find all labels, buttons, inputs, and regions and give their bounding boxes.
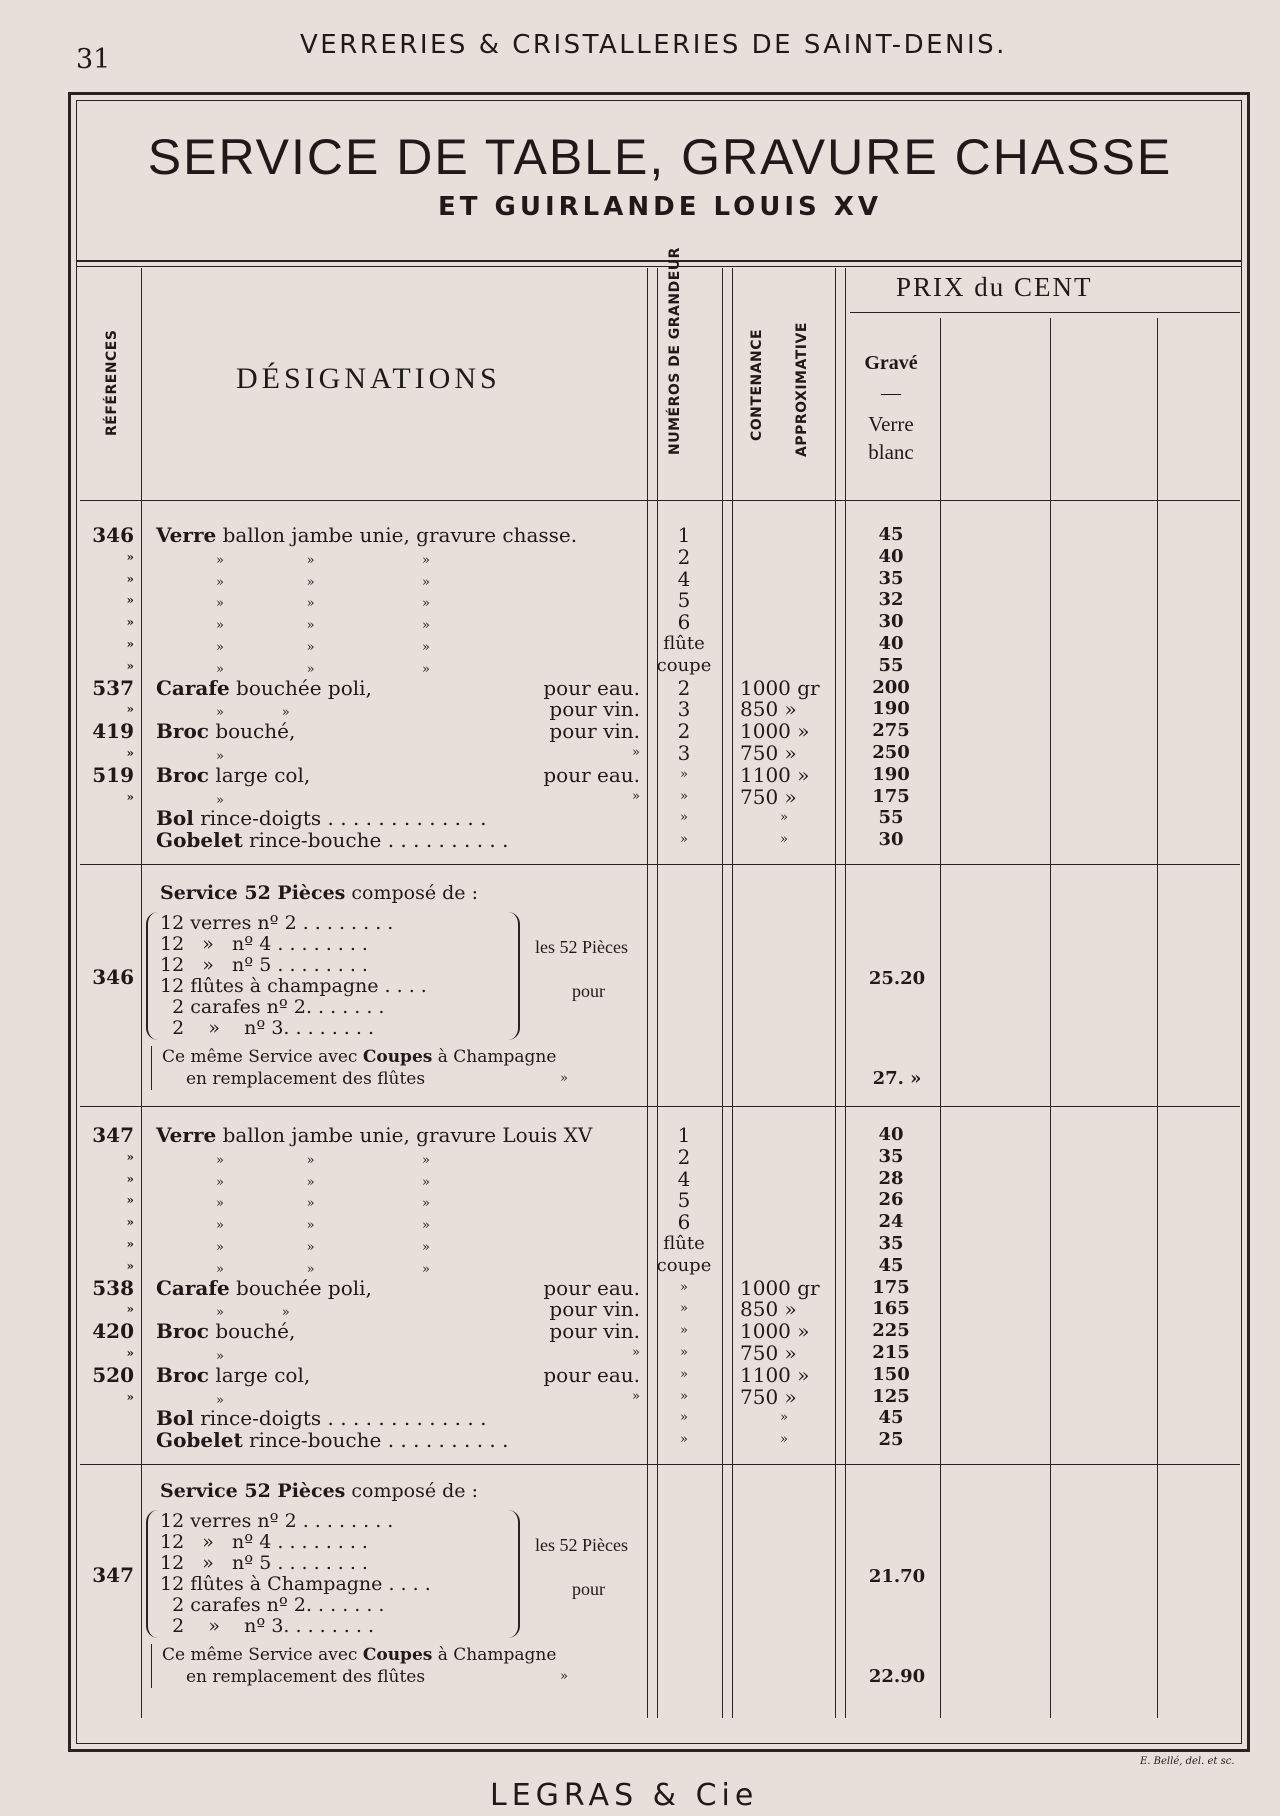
row-size-number: 5 [677, 1188, 691, 1213]
row-usage: » [632, 788, 640, 804]
header-approximative: APPROXIMATIVE [794, 322, 810, 457]
row-usage: pour vin. [549, 697, 640, 722]
service-alt-ditto: » [560, 1071, 568, 1086]
ditto-marks: » » » [216, 640, 430, 655]
header-blanc: blanc [868, 440, 914, 464]
row-reference: » [126, 789, 134, 804]
alt-champagne: à Champagne [432, 1047, 557, 1067]
item-description: large col, [208, 762, 311, 787]
service-item: 12 verres nº 2 . . . . . . . . [160, 912, 394, 934]
row-price: 175 [872, 785, 910, 807]
header-contenance: CONTENANCE [749, 328, 765, 441]
row-reference: 537 [92, 675, 134, 700]
row-size-number: 2 [677, 544, 691, 569]
row-price: 55 [878, 807, 904, 829]
item-name: Broc [156, 1362, 209, 1387]
row-capacity: 1000 » [740, 1319, 810, 1344]
row-price: 35 [878, 1145, 904, 1167]
row-reference: » [126, 702, 134, 717]
left-brace [146, 1510, 158, 1638]
service-item: 2 » nº 3. . . . . . . . [160, 1615, 375, 1637]
row-designation [156, 1168, 430, 1190]
row-reference: » [126, 1193, 134, 1208]
row-size-number: 6 [677, 1210, 691, 1235]
row-designation [156, 677, 372, 699]
row-designation [156, 1211, 430, 1233]
row-price: 150 [872, 1363, 910, 1385]
row-designation [156, 1233, 430, 1255]
alt-text: Ce même Service avec [162, 1645, 363, 1665]
row-designation [156, 1342, 224, 1364]
left-brace [146, 912, 158, 1040]
row-price: 215 [872, 1342, 910, 1363]
row-designation [156, 1386, 224, 1408]
row-price: 40 [878, 633, 904, 654]
row-reference [70, 1407, 134, 1429]
ditto-marks: » » » [216, 574, 430, 590]
item-description: bouchée poli, [229, 1275, 372, 1300]
row-capacity: 1000 gr [740, 675, 820, 700]
alt-coupes: Coupes [362, 1047, 433, 1067]
ditto-marks: » » » [216, 1196, 430, 1212]
service-alt-ditto: » [560, 1669, 568, 1684]
row-price: 45 [878, 1254, 904, 1276]
row-price: 35 [878, 1233, 904, 1254]
row-reference: 420 [92, 1319, 134, 1344]
item-description: rince-bouche . . . . . . . . . . [242, 1428, 509, 1453]
row-designation [156, 611, 430, 633]
row-price: 26 [878, 1189, 904, 1211]
row-size-number: 2 [677, 675, 691, 700]
item-description: bouché, [208, 719, 296, 744]
row-capacity: 850 » [740, 1297, 797, 1322]
row-size-number: » [680, 1279, 688, 1295]
right-brace [508, 912, 520, 1040]
row-size-number: » [680, 788, 688, 804]
row-reference [70, 1429, 134, 1451]
row-usage: » [632, 1388, 640, 1404]
row-reference [70, 829, 134, 851]
right-brace [508, 1510, 520, 1638]
row-size-number: 1 [677, 1123, 691, 1147]
row-price: 175 [872, 1276, 910, 1298]
row-reference: » [126, 1258, 134, 1273]
service-item: 12 » nº 5 . . . . . . . . [160, 1552, 368, 1574]
row-size-number: » [680, 1323, 688, 1339]
header-verre: Verre [868, 412, 914, 436]
row-capacity: 1000 » [740, 719, 810, 744]
row-capacity: 1100 » [740, 1362, 810, 1387]
row-reference: 538 [92, 1275, 134, 1300]
ditto-marks: » [216, 749, 224, 764]
row-designation [156, 742, 224, 764]
row-size-number: » [680, 1410, 688, 1426]
row-price: 225 [872, 1320, 910, 1342]
row-size-number: 4 [677, 566, 691, 591]
row-reference: 520 [92, 1362, 134, 1387]
ditto-marks: » [216, 1392, 224, 1408]
item-description: bouchée poli, [229, 675, 372, 700]
row-reference: » [126, 1237, 134, 1251]
ditto-marks: » » [216, 1305, 290, 1321]
item-name: Bol [156, 1406, 194, 1431]
row-size-number: » [680, 1432, 688, 1448]
item-name: Carafe [156, 1275, 230, 1300]
service-alt-price: 27. » [872, 1068, 922, 1089]
row-reference: » [126, 571, 134, 586]
header-dash: — [881, 382, 901, 404]
row-designation [156, 1124, 592, 1146]
row-size-number: 5 [677, 588, 691, 613]
row-designation [156, 720, 295, 742]
row-usage: pour eau. [543, 762, 640, 787]
service-price: 25.20 [868, 968, 926, 989]
service-pour: pour [572, 1579, 605, 1599]
item-name: Carafe [156, 675, 230, 700]
row-reference: » [126, 593, 134, 608]
service-heading-bold: Service 52 Pièces [160, 882, 346, 904]
service-les-pieces: les 52 Pièces [535, 937, 628, 957]
item-description: ballon jambe unie, gravure Louis XV [216, 1123, 593, 1147]
ditto-marks: » » » [216, 618, 430, 634]
ditto-marks: » » » [216, 1261, 430, 1277]
row-capacity: 1100 » [740, 762, 810, 787]
ditto-marks: » » » [216, 1174, 430, 1190]
item-name: Gobelet [156, 1428, 243, 1453]
row-designation [156, 1189, 430, 1211]
row-price: 32 [878, 589, 904, 611]
row-size-number: 6 [677, 610, 691, 635]
row-designation [156, 546, 430, 568]
row-price: 165 [872, 1298, 910, 1320]
row-designation [156, 1298, 290, 1320]
service-alt-line2: en remplacement des flûtes [186, 1069, 426, 1089]
row-designation [156, 1255, 430, 1277]
row-capacity: 850 » [740, 697, 797, 722]
row-designation [156, 764, 310, 786]
row-reference: » [126, 658, 134, 673]
service-item: 12 flûtes à champagne . . . . [160, 975, 427, 997]
header-designations: DÉSIGNATIONS [236, 362, 501, 395]
item-description: bouché, [208, 1319, 296, 1344]
row-reference: 347 [92, 1123, 134, 1147]
service-reference: 346 [92, 965, 134, 989]
row-designation [156, 1146, 430, 1168]
item-description: rince-bouche . . . . . . . . . . [242, 828, 509, 853]
row-size-number: 1 [677, 523, 691, 547]
service-alt-line2: en remplacement des flûtes [186, 1667, 426, 1687]
row-price: 24 [878, 1211, 904, 1233]
row-reference: » [126, 549, 134, 564]
row-reference: 346 [92, 523, 134, 547]
row-designation [156, 786, 224, 808]
row-size-number: » [680, 1388, 688, 1404]
header-references: RÉFÉRENCES [104, 329, 120, 436]
item-name: Bol [156, 806, 194, 831]
service-heading-rest: composé de : [345, 882, 478, 904]
service-heading [160, 1480, 478, 1502]
row-size-number: » [680, 1301, 688, 1317]
row-size-number: » [680, 810, 688, 826]
row-price: 275 [872, 720, 910, 742]
row-price: 25 [878, 1429, 904, 1451]
page-title: SERVICE DE TABLE, GRAVURE CHASSE [147, 129, 1173, 185]
row-reference: » [126, 1149, 134, 1164]
row-price: 30 [878, 829, 904, 851]
ditto-marks: » » » [216, 1240, 430, 1255]
row-reference: » [126, 637, 134, 651]
footer-publisher: LEGRAS & Cie [490, 1778, 759, 1813]
ditto-marks: » » » [216, 596, 430, 612]
service-reference: 347 [92, 1563, 134, 1587]
service-alternative [162, 1046, 556, 1068]
alt-text: Ce même Service avec [162, 1047, 363, 1067]
row-designation [156, 1407, 486, 1429]
item-description: ballon jambe unie, gravure chasse. [216, 523, 578, 547]
engraver-credit: E. Bellé, del. et sc. [1140, 1756, 1235, 1767]
ditto-marks: » » » [216, 552, 430, 568]
item-name: Verre [156, 1123, 217, 1147]
row-size-number: » [680, 832, 688, 848]
row-usage: pour eau. [543, 1275, 640, 1300]
row-designation [156, 1277, 372, 1299]
service-heading-rest: composé de : [345, 1480, 478, 1502]
row-designation [156, 524, 577, 546]
ditto-marks: » » » [216, 1152, 430, 1168]
row-price: 190 [872, 698, 910, 720]
service-item: 12 » nº 4 . . . . . . . . [160, 1531, 368, 1553]
row-capacity: » [780, 1432, 788, 1448]
alt-coupes: Coupes [362, 1645, 433, 1665]
row-reference: » [126, 1302, 134, 1317]
page-subtitle: ET GUIRLANDE LOUIS XV [437, 192, 882, 222]
service-pour: pour [572, 981, 605, 1001]
service-item: 12 verres nº 2 . . . . . . . . [160, 1510, 394, 1532]
row-designation [156, 829, 508, 851]
row-reference: » [126, 1346, 134, 1360]
row-reference: 519 [92, 762, 134, 787]
item-name: Verre [156, 523, 217, 547]
row-size-number: coupe [656, 1254, 712, 1276]
ditto-marks: » » » [216, 1218, 430, 1234]
row-usage: pour eau. [543, 1362, 640, 1387]
header-prix: PRIX du CENT [896, 272, 1093, 302]
row-price: 28 [878, 1167, 904, 1189]
service-alt-price: 22.90 [868, 1666, 926, 1687]
row-capacity: 750 » [740, 741, 797, 765]
item-name: Gobelet [156, 828, 243, 853]
ditto-marks: » [216, 1349, 224, 1364]
row-capacity: 750 » [740, 1341, 797, 1365]
row-designation [156, 698, 290, 720]
row-size-number: 2 [677, 1144, 691, 1169]
row-price: 40 [878, 1124, 904, 1145]
row-usage: pour vin. [549, 1297, 640, 1322]
row-designation [156, 1429, 508, 1451]
row-price: 35 [878, 567, 904, 589]
item-name: Broc [156, 1319, 209, 1344]
row-capacity: 1000 gr [740, 1275, 820, 1300]
row-designation [156, 568, 430, 590]
service-heading-bold: Service 52 Pièces [160, 1480, 346, 1502]
row-price: 45 [878, 524, 904, 545]
row-size-number: 2 [677, 719, 691, 744]
row-usage: pour vin. [549, 1319, 640, 1344]
running-head: VERRERIES & CRISTALLERIES DE SAINT-DENIS. [300, 30, 1007, 60]
service-price: 21.70 [868, 1566, 926, 1587]
row-size-number: flûte [663, 633, 705, 654]
service-item: 12 » nº 5 . . . . . . . . [160, 954, 368, 976]
row-reference: » [126, 1171, 134, 1186]
row-usage: pour eau. [543, 675, 640, 700]
row-capacity: 750 » [740, 1384, 797, 1409]
row-size-number: » [680, 1345, 688, 1360]
ditto-marks: » [216, 792, 224, 808]
row-capacity: » [780, 832, 788, 848]
service-item: 2 carafes nº 2. . . . . . . [160, 1594, 385, 1616]
row-designation [156, 633, 430, 655]
row-price: 190 [872, 763, 910, 785]
row-reference: 419 [92, 719, 134, 744]
row-price: 30 [878, 611, 904, 633]
row-price: 125 [872, 1385, 910, 1407]
row-reference [70, 807, 134, 829]
row-size-number: » [680, 1366, 688, 1382]
alt-champagne: à Champagne [432, 1645, 557, 1665]
row-price: 55 [878, 654, 904, 676]
row-usage: » [632, 1345, 640, 1360]
service-item: 2 carafes nº 2. . . . . . . [160, 996, 385, 1018]
header-numeros: NUMÉROS DE GRANDEUR [667, 247, 683, 455]
row-usage: » [632, 745, 640, 760]
row-price: 250 [872, 742, 910, 763]
item-description: rince-doigts . . . . . . . . . . . . . [193, 806, 487, 831]
page-number: 31 [76, 44, 111, 75]
row-reference: » [126, 615, 134, 630]
ditto-marks: » » » [216, 661, 430, 677]
row-size-number: » [680, 766, 688, 782]
row-designation [156, 589, 430, 611]
service-alternative [162, 1644, 556, 1666]
row-designation [156, 1364, 310, 1386]
row-capacity: » [780, 810, 788, 826]
row-reference: » [126, 1215, 134, 1230]
row-usage: pour vin. [549, 719, 640, 744]
row-size-number: coupe [656, 654, 712, 676]
row-size-number: 3 [677, 741, 691, 765]
row-capacity: » [780, 1410, 788, 1426]
service-item: 2 » nº 3. . . . . . . . [160, 1017, 375, 1039]
row-size-number: 3 [677, 697, 691, 722]
row-price: 200 [872, 676, 910, 698]
header-grave: Gravé [864, 352, 918, 374]
row-designation [156, 655, 430, 677]
item-name: Broc [156, 762, 209, 787]
row-capacity: 750 » [740, 784, 797, 809]
service-item: 12 » nº 4 . . . . . . . . [160, 933, 368, 955]
row-designation [156, 1320, 295, 1342]
row-reference: » [126, 1389, 134, 1404]
item-description: rince-doigts . . . . . . . . . . . . . [193, 1406, 487, 1431]
item-description: large col, [208, 1362, 311, 1387]
item-name: Broc [156, 719, 209, 744]
ditto-marks: » » [216, 705, 290, 721]
service-item: 12 flûtes à Champagne . . . . [160, 1573, 431, 1595]
service-les-pieces: les 52 Pièces [535, 1535, 628, 1555]
row-reference: » [126, 746, 134, 760]
service-heading [160, 882, 478, 904]
row-size-number: flûte [663, 1233, 705, 1254]
row-price: 40 [878, 545, 904, 567]
row-designation [156, 807, 486, 829]
row-size-number: 4 [677, 1166, 691, 1191]
row-price: 45 [878, 1407, 904, 1429]
